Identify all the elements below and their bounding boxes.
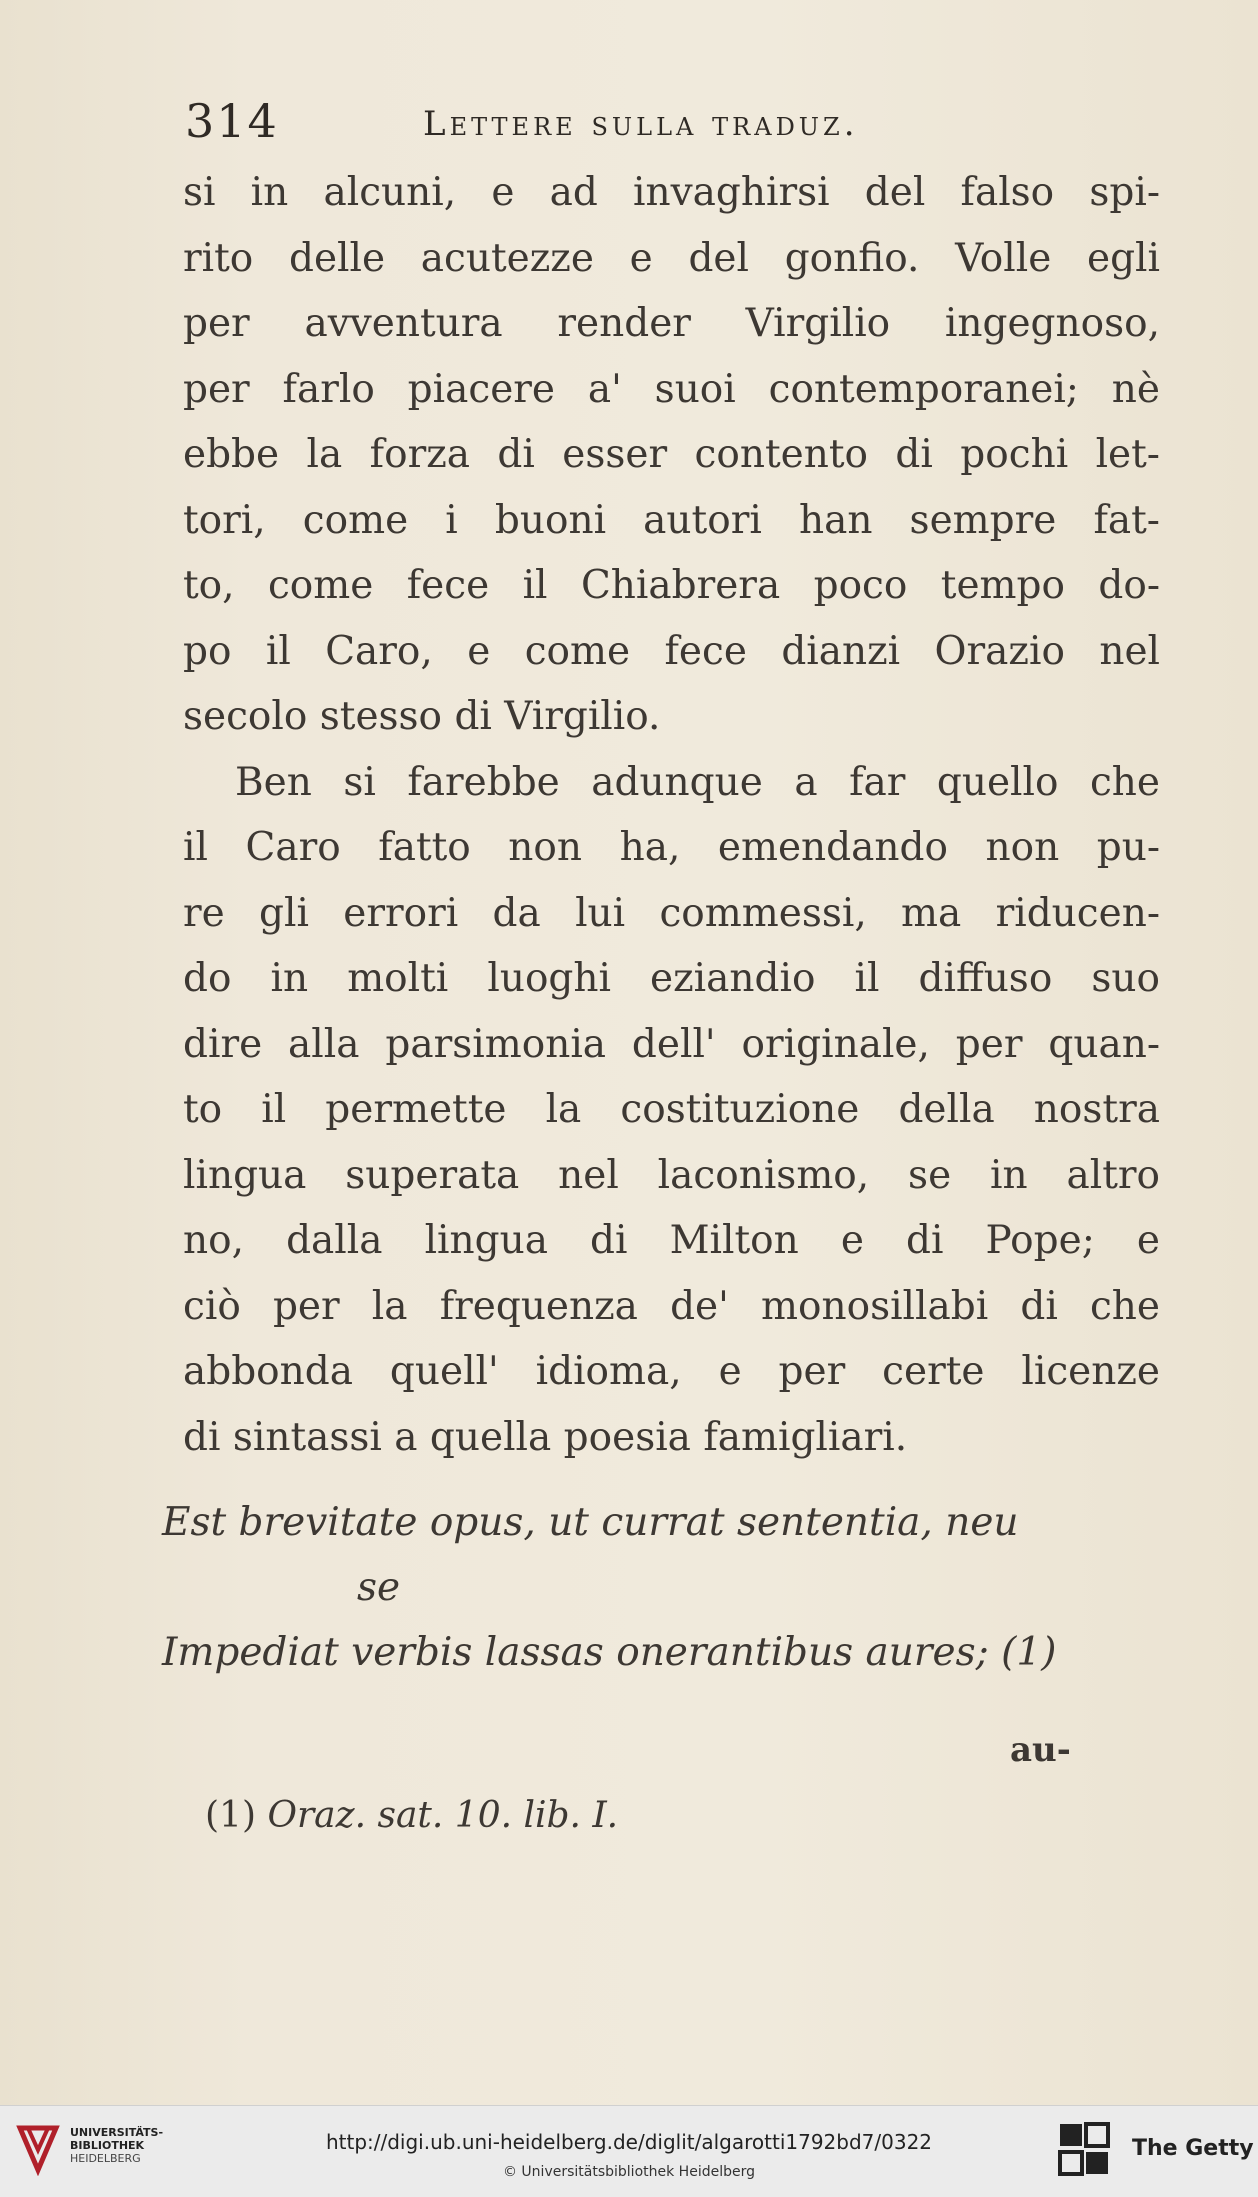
text-line: il Caro fatto non ha, emendando non pu- — [183, 825, 1160, 870]
text-line: di sintassi a quella poesia famigliari. — [183, 1414, 908, 1460]
text-line: ebbe la forza di esser contento di pochi let- — [183, 432, 1160, 477]
text-line: per avventura render Virgilio ingegnoso, — [183, 301, 1160, 346]
permalink-url[interactable]: http://digi.ub.uni-heidelberg.de/diglit/algarotti1792bd7/0322 — [325, 2130, 933, 2154]
getty-logo-icon — [1058, 2122, 1110, 2180]
text-line: Ben si farebbe adunque a far quello che — [235, 759, 1160, 805]
text-line: do in molti luoghi eziandio il diffuso suo — [183, 956, 1160, 1001]
viewer-footer — [0, 2105, 1258, 2197]
text-line: abbonda quell' idioma, e per certe licenze — [183, 1349, 1160, 1394]
catchword: au- — [1010, 1730, 1071, 1770]
text-line: re gli errori da lui commessi, ma riducen- — [183, 890, 1160, 936]
verse-line: Impediat verbis lassas onerantibus aures; (1) — [162, 1630, 1057, 1675]
verse-line-continuation: se — [357, 1565, 401, 1610]
text-line: per farlo piacere a' suoi contemporanei; nè — [183, 366, 1160, 412]
text-line: dire alla parsimonia dell' originale, per quan- — [183, 1021, 1160, 1067]
text-line: po il Caro, e come fece dianzi Orazio nel — [183, 628, 1160, 674]
text-line: secolo stesso di Virgilio. — [183, 694, 661, 739]
text-line: tori, come i buoni autori han sempre fat- — [183, 497, 1160, 543]
text-line: ciò per la frequenza de' monosillabi di che — [183, 1283, 1160, 1329]
text-line: rito delle acutezze e del gonfio. Volle egli — [183, 235, 1160, 281]
text-line: to il permette la costituzione della nostra — [183, 1087, 1160, 1132]
footnote-text: Oraz. sat. 10. lib. I. — [267, 1795, 619, 1836]
running-title: Lettere sulla traduz. — [423, 104, 859, 144]
footnote-marker: (1) — [205, 1795, 256, 1836]
footnote — [205, 1795, 618, 1836]
text-line: lingua superata nel laconismo, se in altro — [183, 1152, 1160, 1198]
text-line: si in alcuni, e ad invaghirsi del falso spi- — [183, 170, 1160, 215]
library-name: UNIVERSITÄTS- BIBLIOTHEK HEIDELBERG — [70, 2126, 164, 2165]
text-line: to, come fece il Chiabrera poco tempo do- — [183, 563, 1160, 608]
copyright-notice: © Universitätsbibliothek Heidelberg — [502, 2164, 755, 2180]
latin-verse — [162, 1490, 1162, 1685]
verse-line: Est brevitate opus, ut currat sententia, neu — [162, 1500, 1019, 1545]
text-line: no, dalla lingua di Milton e di Pope; e — [183, 1218, 1160, 1263]
page-number: 314 — [185, 94, 279, 148]
body-text — [183, 160, 1160, 1470]
sponsor-name: The Getty — [1132, 2136, 1254, 2161]
